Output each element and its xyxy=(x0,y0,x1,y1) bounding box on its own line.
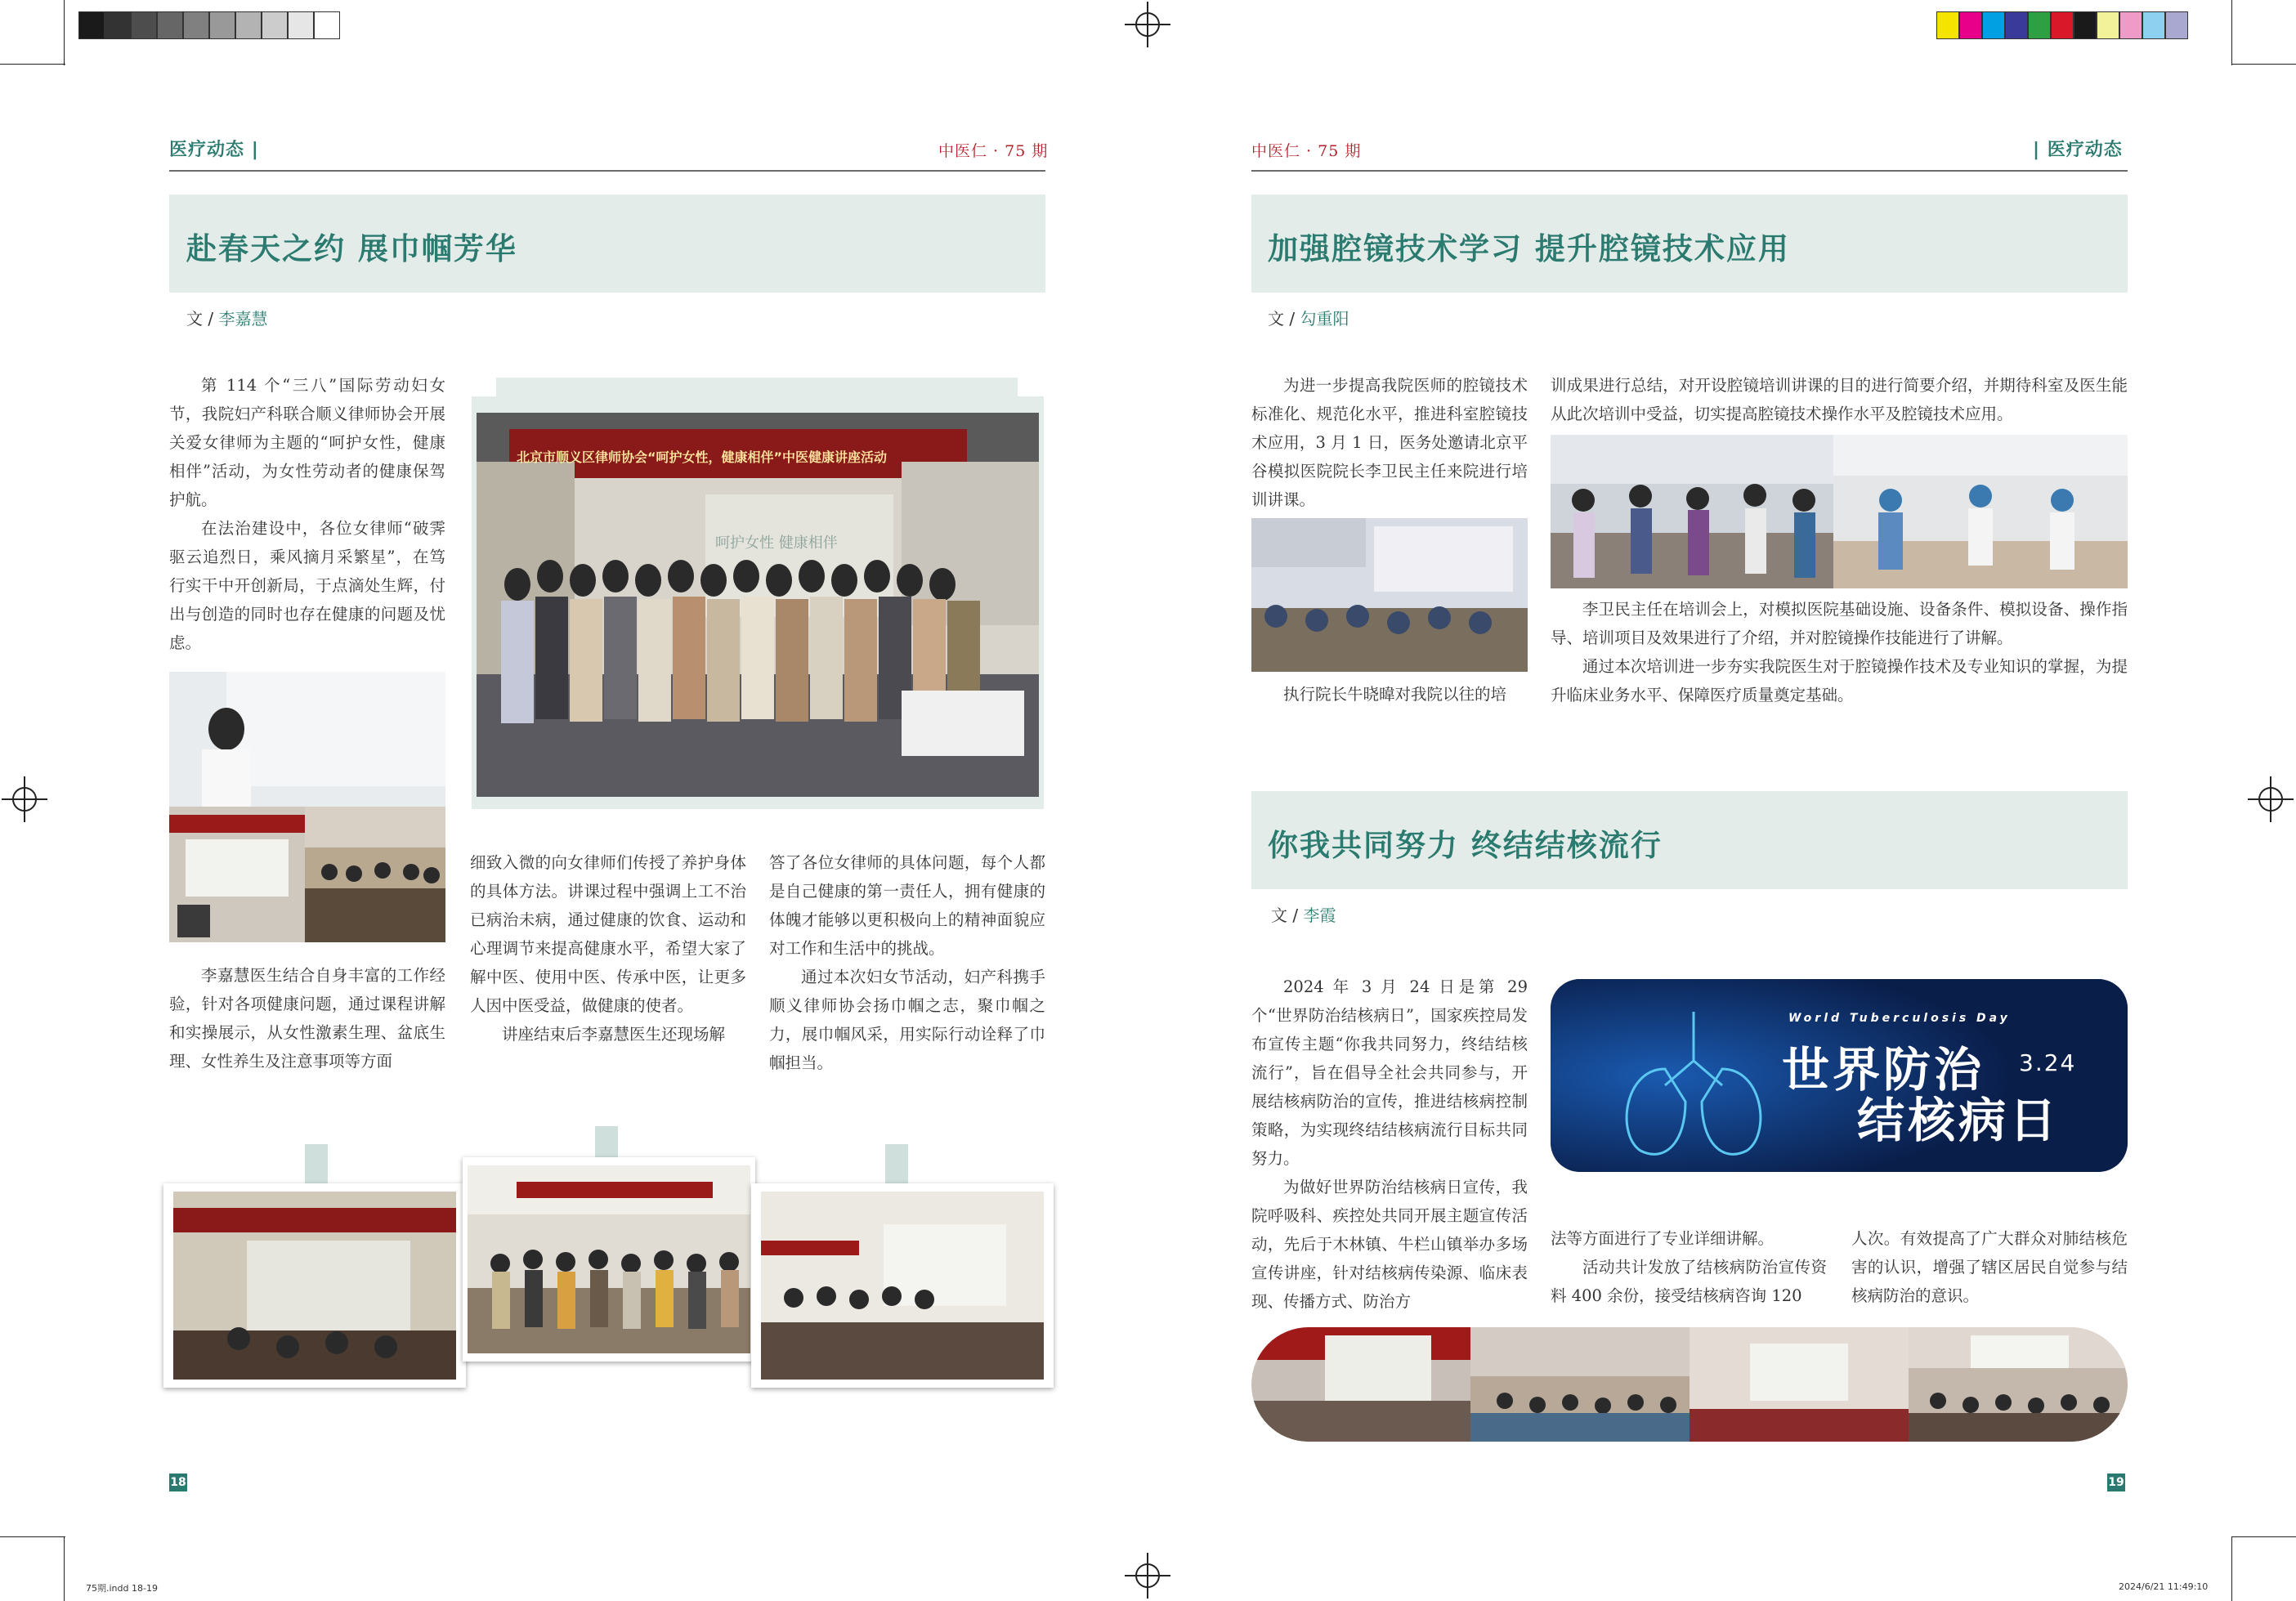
lecture-photo xyxy=(173,1192,456,1380)
tb-banner-date: 3.24 xyxy=(2019,1049,2077,1076)
article-body-col3 xyxy=(769,848,1045,1077)
color-swatch xyxy=(2119,11,2142,39)
color-swatch xyxy=(157,11,183,39)
paragraph: 通过本次培训进一步夯实我院医生对于腔镜操作技术及专业知识的掌握，为提升临床业务水平、保障医疗质量奠定基础。 xyxy=(1551,657,2128,704)
byline: 文 / 李嘉慧 xyxy=(186,309,268,329)
article-body-col1 xyxy=(169,961,445,1076)
article-body-col2-lower xyxy=(1551,595,2128,709)
color-swatch xyxy=(209,11,235,39)
article-body-col1 xyxy=(1251,371,1528,514)
color-swatch xyxy=(105,11,131,39)
color-swatch xyxy=(131,11,157,39)
page-number: 18 xyxy=(169,1474,187,1491)
paragraph: 人次。有效提高了广大群众对肺结核危害的认识，增强了辖区居民自觉参与结核病防治的意识。 xyxy=(1851,1229,2128,1305)
paragraph: 第 114 个“三八”国际劳动妇女节，我院妇产科联合顺义律师协会开展关爱女律师为主题的“呵护女性，健康相伴”活动，为女性劳动者的健康保驾护航。 xyxy=(169,376,445,509)
paragraph: 细致入微的向女律师们传授了养护身体的具体方法。讲课过程中强调上工不治已病治未病，通过健康的饮食、运动和心理调节来提高健康水平，希望大家了解中医、使用中医、传承中医，让更多人因中医受益，做健康的使者。 xyxy=(470,853,746,1015)
print-slug: 75期.indd 18-19 xyxy=(86,1583,158,1594)
color-swatch xyxy=(2142,11,2165,39)
practice-photo xyxy=(1833,435,2128,588)
color-swatch xyxy=(78,11,105,39)
speaker-photo xyxy=(169,672,445,807)
outreach-photo-strip xyxy=(1251,1327,2128,1442)
simulation-photo xyxy=(1551,435,1833,588)
classroom-photo xyxy=(761,1192,1044,1380)
training-lecture-photo xyxy=(1251,518,1528,672)
color-swatch xyxy=(2074,11,2097,39)
group-activity-photo xyxy=(468,1165,750,1353)
page-number: 19 xyxy=(2107,1474,2125,1491)
color-swatch xyxy=(1936,11,1959,39)
paragraph: 活动共计发放了结核病防治宣传资料 400 余份，接受结核病咨询 120 xyxy=(1551,1258,1827,1305)
crop-mark xyxy=(0,64,65,65)
paragraph: 训成果进行总结，对开设腔镜培训讲课的目的进行简要介绍，并期待科室及医生能从此次培训中受益，切实提高腔镜技术操作水平及腔镜技术应用。 xyxy=(1551,376,2128,423)
color-swatch xyxy=(2097,11,2119,39)
byline: 文 / 勾重阳 xyxy=(1268,309,1349,329)
paragraph: 讲座结束后李嘉慧医生还现场解 xyxy=(502,1025,726,1044)
article-body-col2 xyxy=(1551,371,2128,428)
header-rule xyxy=(1251,170,2128,172)
header-rule xyxy=(169,170,1045,172)
article-body-col2 xyxy=(470,848,746,1049)
crop-mark xyxy=(2231,64,2296,65)
crop-mark xyxy=(0,1536,65,1537)
paragraph: 通过本次妇女节活动，妇产科携手顺义律师协会扬巾帼之志，聚巾帼之力，展巾帼风采，用实际行动诠释了巾帼担当。 xyxy=(769,968,1045,1072)
article-body-intro xyxy=(169,371,445,657)
color-swatch xyxy=(288,11,314,39)
event-banner: 北京市顺义区律师协会“呵护女性，健康相伴”中医健康讲座活动 xyxy=(517,449,888,465)
registration-mark-icon xyxy=(2248,776,2294,822)
section-label: | 医疗动态 xyxy=(2033,140,2123,160)
author-name: 勾重阳 xyxy=(1300,309,1349,329)
crop-mark xyxy=(2231,1536,2232,1601)
crop-mark xyxy=(2231,1536,2296,1537)
crop-mark xyxy=(64,1536,65,1601)
paragraph: 李嘉慧医生结合自身丰富的工作经验，针对各项健康问题，通过课程讲解和实操展示，从女性激素生理、盆底生理、女性养生及注意事项等方面 xyxy=(169,966,445,1071)
tb-banner-line1: 世界防治 xyxy=(1782,1042,1985,1098)
group-photo xyxy=(477,413,1039,797)
paragraph: 答了各位女律师的具体问题，每个人都是自己健康的第一责任人，拥有健康的体魄才能够以更积极向上的精神面貌应对工作和生活中的挑战。 xyxy=(769,853,1045,958)
author-name: 李嘉慧 xyxy=(218,309,268,329)
tb-banner-line2: 结核病日 xyxy=(1857,1093,2061,1148)
color-swatch xyxy=(1959,11,1982,39)
color-swatch xyxy=(262,11,288,39)
tb-banner-english: World Tuberculosis Day xyxy=(1788,1012,2011,1025)
article-title: 加强腔镜技术学习 提升腔镜技术应用 xyxy=(1268,230,1790,266)
registration-mark-icon xyxy=(2,776,47,822)
paragraph: 2024 年 3 月 24 日是第 29 个“世界防治结核病日”，国家疾控局发布宣传主题“你我共同努力，终结结核流行”，旨在倡导全社会共同参与，开展结核病防治的宣传，推进结核病控制策略，为实现终结结核病流行目标共同努力。 xyxy=(1251,977,1528,1168)
registration-mark-icon xyxy=(1125,1553,1170,1599)
article-body-col3 xyxy=(1851,1224,2128,1310)
paragraph: 李卫民主任在培训会上，对模拟医院基础设施、设备条件、模拟设备、操作指导、培训项目及效果进行了介绍，并对腔镜操作技能进行了讲解。 xyxy=(1551,600,2128,647)
lecture-slide-photo xyxy=(169,807,305,942)
color-swatch xyxy=(235,11,262,39)
magazine-issue: 中医仁 · 75 期 xyxy=(1251,142,1362,160)
article-body-col2 xyxy=(1551,1224,1827,1310)
color-swatch xyxy=(1982,11,2005,39)
color-swatch xyxy=(2165,11,2188,39)
byline: 文 / 李霞 xyxy=(1271,906,1336,925)
crop-mark xyxy=(2231,0,2232,65)
audience-photo xyxy=(305,807,445,942)
article-body-col1-end xyxy=(1251,680,1528,709)
registration-mark-icon xyxy=(1125,2,1170,47)
paragraph: 法等方面进行了专业详细讲解。 xyxy=(1551,1229,1775,1248)
paragraph: 为做好世界防治结核病日宣传，我院呼吸科、疾控处共同开展主题宣传活动，先后于木林镇、牛栏山镇举办多场宣传讲座，针对结核病传染源、临床表现、传播方式、防治方 xyxy=(1251,1178,1528,1311)
color-swatch xyxy=(2051,11,2074,39)
article-body-col1 xyxy=(1251,973,1528,1316)
slide-text: 呵护女性 健康相伴 xyxy=(715,534,838,552)
color-swatch xyxy=(2005,11,2028,39)
magazine-issue: 中医仁 · 75 期 xyxy=(938,142,1049,160)
paragraph: 在法治建设中，各位女律师“破霁驱云追烈日，乘风摘月采繁星”，在笃行实干中开创新局，于点滴处生辉，付出与创造的同时也存在健康的问题及忧虑。 xyxy=(169,519,445,652)
section-label: 医疗动态 | xyxy=(169,140,259,160)
article-title: 赴春天之约 展巾帼芳华 xyxy=(186,230,517,266)
color-swatch xyxy=(183,11,209,39)
article-title: 你我共同努力 终结结核流行 xyxy=(1268,827,1663,863)
paragraph: 为进一步提高我院医师的腔镜技术标准化、规范化水平，推进科室腔镜技术应用，3 月 1 日，医务处邀请北京平谷模拟医院院长李卫民主任来院进行培训讲课。 xyxy=(1251,376,1528,509)
paragraph: 执行院长牛晓暐对我院以往的培 xyxy=(1283,685,1507,704)
color-swatch xyxy=(2028,11,2051,39)
print-timestamp: 2024/6/21 11:49:10 xyxy=(2119,1581,2209,1592)
crop-mark xyxy=(64,0,65,65)
color-swatch xyxy=(314,11,340,39)
author-name: 李霞 xyxy=(1303,906,1336,925)
